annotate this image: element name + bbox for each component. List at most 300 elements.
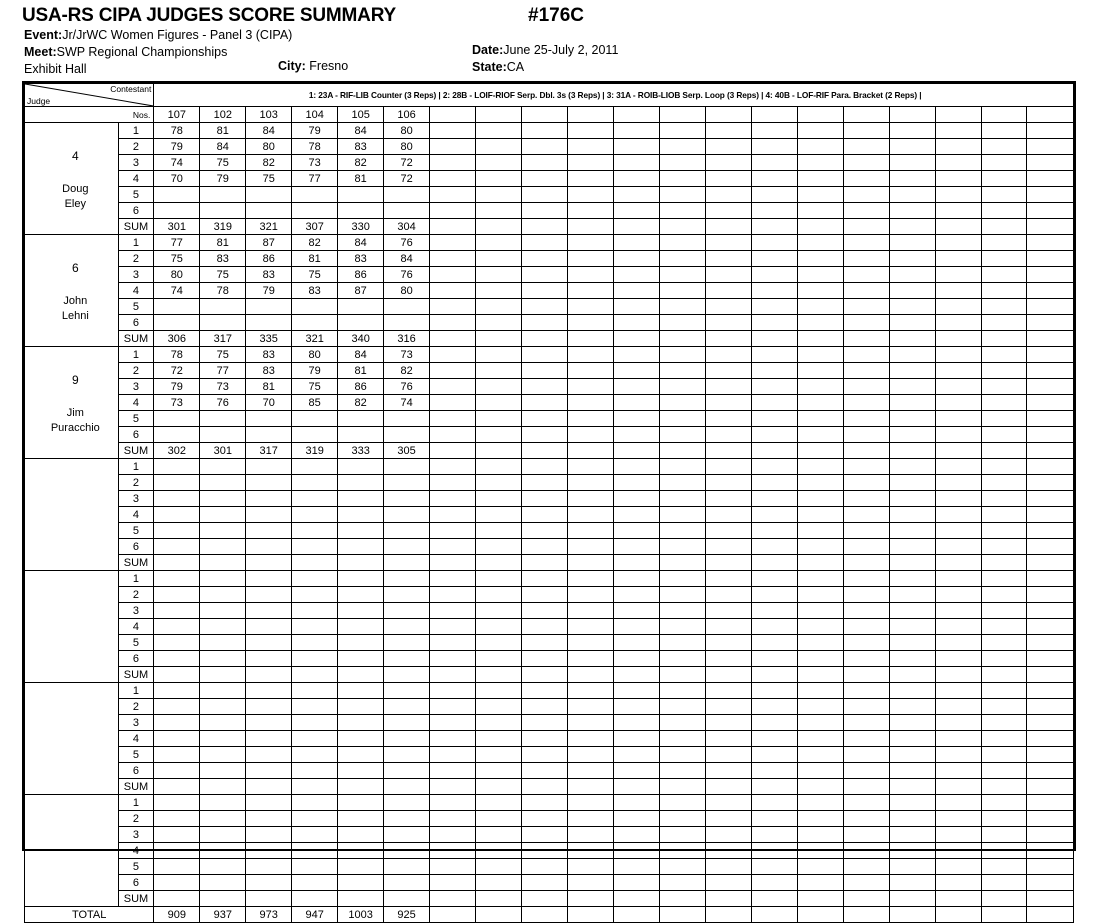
score-cell[interactable] bbox=[154, 651, 200, 667]
score-cell-empty[interactable] bbox=[430, 155, 476, 171]
score-cell-empty[interactable] bbox=[797, 235, 843, 251]
score-cell-empty[interactable] bbox=[430, 747, 476, 763]
score-cell-empty[interactable] bbox=[705, 363, 751, 379]
score-cell-empty[interactable] bbox=[935, 299, 981, 315]
score-cell-empty[interactable] bbox=[659, 635, 705, 651]
score-cell-empty[interactable] bbox=[613, 347, 659, 363]
score-cell[interactable] bbox=[384, 523, 430, 539]
score-cell-empty[interactable] bbox=[430, 683, 476, 699]
score-cell-empty[interactable] bbox=[981, 539, 1027, 555]
score-cell[interactable] bbox=[246, 475, 292, 491]
score-cell-empty[interactable] bbox=[1027, 299, 1074, 315]
score-cell-empty[interactable] bbox=[751, 507, 797, 523]
score-cell[interactable] bbox=[384, 203, 430, 219]
score-cell-empty[interactable] bbox=[521, 491, 567, 507]
score-cell-empty[interactable] bbox=[797, 651, 843, 667]
score-cell[interactable] bbox=[292, 603, 338, 619]
score-cell-empty[interactable] bbox=[751, 859, 797, 875]
score-cell-empty[interactable] bbox=[843, 875, 889, 891]
score-cell-empty[interactable] bbox=[935, 603, 981, 619]
score-cell-empty[interactable] bbox=[659, 827, 705, 843]
score-cell[interactable] bbox=[384, 299, 430, 315]
score-cell-empty[interactable] bbox=[521, 123, 567, 139]
score-cell-empty[interactable] bbox=[476, 139, 522, 155]
score-cell-empty[interactable] bbox=[981, 619, 1027, 635]
score-cell-empty[interactable] bbox=[659, 171, 705, 187]
score-cell-empty[interactable] bbox=[705, 619, 751, 635]
score-cell[interactable]: 84 bbox=[338, 123, 384, 139]
score-cell[interactable] bbox=[246, 539, 292, 555]
score-cell[interactable]: 86 bbox=[338, 267, 384, 283]
score-cell[interactable]: 82 bbox=[384, 363, 430, 379]
score-cell-empty[interactable] bbox=[843, 251, 889, 267]
score-cell-empty[interactable] bbox=[843, 363, 889, 379]
score-cell-empty[interactable] bbox=[751, 651, 797, 667]
score-cell[interactable]: 77 bbox=[200, 363, 246, 379]
score-cell-empty[interactable] bbox=[613, 635, 659, 651]
score-cell[interactable] bbox=[338, 795, 384, 811]
score-cell[interactable] bbox=[246, 635, 292, 651]
score-cell-empty[interactable] bbox=[567, 843, 613, 859]
score-cell[interactable] bbox=[384, 683, 430, 699]
score-cell[interactable] bbox=[246, 459, 292, 475]
score-cell-empty[interactable] bbox=[521, 859, 567, 875]
score-cell[interactable] bbox=[246, 203, 292, 219]
score-cell[interactable]: 76 bbox=[384, 235, 430, 251]
score-cell[interactable]: 79 bbox=[292, 363, 338, 379]
score-cell-empty[interactable] bbox=[1027, 347, 1074, 363]
score-cell-empty[interactable] bbox=[430, 699, 476, 715]
score-cell[interactable] bbox=[246, 619, 292, 635]
score-cell-empty[interactable] bbox=[843, 523, 889, 539]
score-cell[interactable] bbox=[200, 411, 246, 427]
score-cell-empty[interactable] bbox=[705, 795, 751, 811]
score-cell-empty[interactable] bbox=[430, 651, 476, 667]
score-cell-empty[interactable] bbox=[935, 283, 981, 299]
score-cell-empty[interactable] bbox=[430, 715, 476, 731]
score-cell[interactable]: 80 bbox=[384, 123, 430, 139]
score-cell-empty[interactable] bbox=[751, 139, 797, 155]
score-cell-empty[interactable] bbox=[567, 683, 613, 699]
score-cell-empty[interactable] bbox=[843, 683, 889, 699]
score-cell-empty[interactable] bbox=[981, 763, 1027, 779]
score-cell-empty[interactable] bbox=[935, 747, 981, 763]
score-cell-empty[interactable] bbox=[751, 283, 797, 299]
score-cell-empty[interactable] bbox=[521, 699, 567, 715]
score-cell-empty[interactable] bbox=[613, 715, 659, 731]
score-cell-empty[interactable] bbox=[981, 827, 1027, 843]
score-cell[interactable]: 79 bbox=[154, 139, 200, 155]
score-cell-empty[interactable] bbox=[1027, 635, 1074, 651]
score-cell-empty[interactable] bbox=[981, 603, 1027, 619]
score-cell-empty[interactable] bbox=[1027, 459, 1074, 475]
score-cell[interactable]: 84 bbox=[200, 139, 246, 155]
score-cell-empty[interactable] bbox=[659, 875, 705, 891]
score-cell-empty[interactable] bbox=[476, 299, 522, 315]
score-cell-empty[interactable] bbox=[613, 171, 659, 187]
score-cell[interactable] bbox=[338, 507, 384, 523]
score-cell-empty[interactable] bbox=[889, 123, 935, 139]
score-cell-empty[interactable] bbox=[567, 459, 613, 475]
score-cell-empty[interactable] bbox=[613, 203, 659, 219]
score-cell[interactable] bbox=[292, 651, 338, 667]
score-cell-empty[interactable] bbox=[613, 411, 659, 427]
score-cell-empty[interactable] bbox=[613, 235, 659, 251]
score-cell-empty[interactable] bbox=[843, 459, 889, 475]
score-cell[interactable]: 83 bbox=[246, 363, 292, 379]
score-cell-empty[interactable] bbox=[659, 523, 705, 539]
score-cell[interactable] bbox=[292, 587, 338, 603]
score-cell-empty[interactable] bbox=[935, 795, 981, 811]
score-cell[interactable] bbox=[292, 491, 338, 507]
score-cell-empty[interactable] bbox=[981, 123, 1027, 139]
score-cell-empty[interactable] bbox=[659, 267, 705, 283]
score-cell-empty[interactable] bbox=[521, 827, 567, 843]
score-cell-empty[interactable] bbox=[613, 123, 659, 139]
score-cell-empty[interactable] bbox=[843, 587, 889, 603]
score-cell-empty[interactable] bbox=[1027, 507, 1074, 523]
score-cell-empty[interactable] bbox=[705, 315, 751, 331]
score-cell[interactable] bbox=[338, 731, 384, 747]
score-cell-empty[interactable] bbox=[430, 299, 476, 315]
score-cell-empty[interactable] bbox=[567, 827, 613, 843]
score-cell-empty[interactable] bbox=[843, 859, 889, 875]
score-cell[interactable] bbox=[292, 203, 338, 219]
score-cell[interactable]: 79 bbox=[292, 123, 338, 139]
score-cell[interactable] bbox=[154, 603, 200, 619]
score-cell-empty[interactable] bbox=[521, 603, 567, 619]
score-cell-empty[interactable] bbox=[430, 539, 476, 555]
score-cell-empty[interactable] bbox=[521, 171, 567, 187]
score-cell-empty[interactable] bbox=[889, 507, 935, 523]
score-cell-empty[interactable] bbox=[797, 747, 843, 763]
score-cell-empty[interactable] bbox=[613, 363, 659, 379]
score-cell[interactable] bbox=[154, 411, 200, 427]
score-cell-empty[interactable] bbox=[476, 347, 522, 363]
score-cell-empty[interactable] bbox=[797, 491, 843, 507]
score-cell-empty[interactable] bbox=[430, 635, 476, 651]
score-cell-empty[interactable] bbox=[843, 699, 889, 715]
score-cell[interactable] bbox=[338, 571, 384, 587]
score-cell-empty[interactable] bbox=[476, 875, 522, 891]
score-cell-empty[interactable] bbox=[889, 347, 935, 363]
score-cell-empty[interactable] bbox=[935, 171, 981, 187]
score-cell[interactable] bbox=[292, 571, 338, 587]
score-cell-empty[interactable] bbox=[521, 235, 567, 251]
score-cell-empty[interactable] bbox=[705, 539, 751, 555]
score-cell-empty[interactable] bbox=[843, 827, 889, 843]
score-cell[interactable] bbox=[200, 187, 246, 203]
score-cell-empty[interactable] bbox=[567, 507, 613, 523]
score-cell-empty[interactable] bbox=[476, 283, 522, 299]
score-cell[interactable] bbox=[292, 411, 338, 427]
score-cell[interactable]: 79 bbox=[154, 379, 200, 395]
score-cell-empty[interactable] bbox=[613, 603, 659, 619]
score-cell-empty[interactable] bbox=[613, 283, 659, 299]
score-cell[interactable] bbox=[338, 859, 384, 875]
score-cell-empty[interactable] bbox=[613, 651, 659, 667]
score-cell[interactable] bbox=[384, 411, 430, 427]
score-cell-empty[interactable] bbox=[430, 379, 476, 395]
score-cell[interactable]: 84 bbox=[246, 123, 292, 139]
score-cell[interactable] bbox=[292, 859, 338, 875]
score-cell-empty[interactable] bbox=[705, 571, 751, 587]
score-cell[interactable]: 78 bbox=[154, 123, 200, 139]
score-cell-empty[interactable] bbox=[1027, 859, 1074, 875]
score-cell-empty[interactable] bbox=[935, 395, 981, 411]
score-cell-empty[interactable] bbox=[843, 267, 889, 283]
score-cell[interactable] bbox=[200, 747, 246, 763]
score-cell[interactable] bbox=[246, 699, 292, 715]
score-cell-empty[interactable] bbox=[567, 747, 613, 763]
score-cell-empty[interactable] bbox=[797, 363, 843, 379]
score-cell-empty[interactable] bbox=[981, 731, 1027, 747]
score-cell-empty[interactable] bbox=[567, 651, 613, 667]
score-cell-empty[interactable] bbox=[659, 619, 705, 635]
score-cell-empty[interactable] bbox=[751, 203, 797, 219]
score-cell-empty[interactable] bbox=[889, 363, 935, 379]
score-cell-empty[interactable] bbox=[659, 315, 705, 331]
score-cell-empty[interactable] bbox=[935, 251, 981, 267]
score-cell[interactable] bbox=[246, 507, 292, 523]
score-cell[interactable] bbox=[338, 619, 384, 635]
score-cell[interactable]: 75 bbox=[200, 155, 246, 171]
score-cell-empty[interactable] bbox=[659, 731, 705, 747]
score-cell-empty[interactable] bbox=[843, 603, 889, 619]
score-cell-empty[interactable] bbox=[430, 507, 476, 523]
score-cell-empty[interactable] bbox=[476, 827, 522, 843]
score-cell-empty[interactable] bbox=[843, 379, 889, 395]
score-cell[interactable] bbox=[292, 427, 338, 443]
score-cell-empty[interactable] bbox=[751, 347, 797, 363]
score-cell-empty[interactable] bbox=[843, 795, 889, 811]
score-cell[interactable]: 83 bbox=[246, 347, 292, 363]
score-cell-empty[interactable] bbox=[705, 811, 751, 827]
score-cell[interactable] bbox=[292, 315, 338, 331]
score-cell-empty[interactable] bbox=[521, 875, 567, 891]
score-cell[interactable]: 75 bbox=[292, 267, 338, 283]
score-cell-empty[interactable] bbox=[935, 379, 981, 395]
score-cell-empty[interactable] bbox=[567, 795, 613, 811]
score-cell-empty[interactable] bbox=[430, 203, 476, 219]
score-cell-empty[interactable] bbox=[751, 491, 797, 507]
score-cell[interactable] bbox=[246, 715, 292, 731]
score-cell-empty[interactable] bbox=[430, 171, 476, 187]
score-cell-empty[interactable] bbox=[613, 539, 659, 555]
score-cell-empty[interactable] bbox=[613, 459, 659, 475]
score-cell-empty[interactable] bbox=[567, 267, 613, 283]
score-cell[interactable] bbox=[338, 635, 384, 651]
score-cell-empty[interactable] bbox=[567, 763, 613, 779]
score-cell-empty[interactable] bbox=[521, 651, 567, 667]
score-cell-empty[interactable] bbox=[751, 475, 797, 491]
score-cell-empty[interactable] bbox=[1027, 731, 1074, 747]
score-cell-empty[interactable] bbox=[889, 539, 935, 555]
score-cell-empty[interactable] bbox=[659, 715, 705, 731]
score-cell-empty[interactable] bbox=[797, 731, 843, 747]
score-cell[interactable] bbox=[384, 699, 430, 715]
score-cell-empty[interactable] bbox=[1027, 827, 1074, 843]
score-cell[interactable] bbox=[154, 827, 200, 843]
score-cell-empty[interactable] bbox=[521, 459, 567, 475]
score-cell[interactable]: 73 bbox=[154, 395, 200, 411]
score-cell-empty[interactable] bbox=[1027, 523, 1074, 539]
score-cell-empty[interactable] bbox=[521, 731, 567, 747]
score-cell[interactable]: 75 bbox=[200, 267, 246, 283]
score-cell[interactable] bbox=[200, 507, 246, 523]
score-cell[interactable] bbox=[154, 491, 200, 507]
score-cell-empty[interactable] bbox=[613, 875, 659, 891]
score-cell-empty[interactable] bbox=[889, 491, 935, 507]
score-cell-empty[interactable] bbox=[1027, 251, 1074, 267]
score-cell[interactable] bbox=[384, 427, 430, 443]
score-cell[interactable] bbox=[338, 187, 384, 203]
score-cell[interactable] bbox=[200, 203, 246, 219]
score-cell-empty[interactable] bbox=[659, 763, 705, 779]
score-cell-empty[interactable] bbox=[567, 363, 613, 379]
score-cell-empty[interactable] bbox=[567, 411, 613, 427]
score-cell-empty[interactable] bbox=[797, 187, 843, 203]
score-cell-empty[interactable] bbox=[751, 731, 797, 747]
score-cell-empty[interactable] bbox=[797, 283, 843, 299]
score-cell[interactable] bbox=[384, 715, 430, 731]
score-cell[interactable] bbox=[200, 427, 246, 443]
score-cell-empty[interactable] bbox=[521, 747, 567, 763]
score-cell-empty[interactable] bbox=[521, 363, 567, 379]
score-cell-empty[interactable] bbox=[889, 587, 935, 603]
score-cell-empty[interactable] bbox=[797, 811, 843, 827]
score-cell-empty[interactable] bbox=[430, 315, 476, 331]
score-cell[interactable] bbox=[338, 699, 384, 715]
score-cell-empty[interactable] bbox=[705, 731, 751, 747]
score-cell[interactable] bbox=[154, 715, 200, 731]
score-cell-empty[interactable] bbox=[843, 731, 889, 747]
score-cell[interactable] bbox=[292, 683, 338, 699]
score-cell-empty[interactable] bbox=[935, 651, 981, 667]
score-cell-empty[interactable] bbox=[521, 251, 567, 267]
score-cell-empty[interactable] bbox=[613, 155, 659, 171]
score-cell-empty[interactable] bbox=[567, 299, 613, 315]
score-cell-empty[interactable] bbox=[1027, 395, 1074, 411]
score-cell[interactable] bbox=[384, 619, 430, 635]
score-cell[interactable]: 72 bbox=[384, 155, 430, 171]
score-cell-empty[interactable] bbox=[1027, 171, 1074, 187]
score-cell[interactable] bbox=[338, 875, 384, 891]
score-cell-empty[interactable] bbox=[981, 811, 1027, 827]
score-cell-empty[interactable] bbox=[705, 747, 751, 763]
score-cell-empty[interactable] bbox=[935, 731, 981, 747]
score-cell[interactable] bbox=[384, 747, 430, 763]
score-cell-empty[interactable] bbox=[751, 827, 797, 843]
score-cell-empty[interactable] bbox=[659, 507, 705, 523]
score-cell-empty[interactable] bbox=[935, 715, 981, 731]
score-cell[interactable]: 75 bbox=[154, 251, 200, 267]
score-cell[interactable] bbox=[246, 411, 292, 427]
score-cell-empty[interactable] bbox=[705, 459, 751, 475]
score-cell[interactable]: 74 bbox=[384, 395, 430, 411]
score-cell-empty[interactable] bbox=[1027, 491, 1074, 507]
score-cell-empty[interactable] bbox=[705, 475, 751, 491]
score-cell[interactable] bbox=[246, 859, 292, 875]
score-cell-empty[interactable] bbox=[889, 875, 935, 891]
score-cell-empty[interactable] bbox=[659, 699, 705, 715]
score-cell-empty[interactable] bbox=[751, 715, 797, 731]
score-cell-empty[interactable] bbox=[797, 571, 843, 587]
score-cell[interactable] bbox=[154, 747, 200, 763]
score-cell-empty[interactable] bbox=[981, 139, 1027, 155]
score-cell-empty[interactable] bbox=[843, 843, 889, 859]
score-cell[interactable]: 74 bbox=[154, 155, 200, 171]
score-cell[interactable] bbox=[154, 571, 200, 587]
score-cell[interactable] bbox=[200, 491, 246, 507]
score-cell-empty[interactable] bbox=[567, 315, 613, 331]
score-cell-empty[interactable] bbox=[935, 459, 981, 475]
score-cell-empty[interactable] bbox=[1027, 795, 1074, 811]
score-cell-empty[interactable] bbox=[476, 123, 522, 139]
score-cell-empty[interactable] bbox=[430, 827, 476, 843]
score-cell[interactable] bbox=[246, 827, 292, 843]
score-cell[interactable] bbox=[154, 619, 200, 635]
score-cell-empty[interactable] bbox=[981, 251, 1027, 267]
score-cell-empty[interactable] bbox=[705, 427, 751, 443]
score-cell[interactable] bbox=[154, 507, 200, 523]
score-cell-empty[interactable] bbox=[430, 411, 476, 427]
score-cell-empty[interactable] bbox=[935, 411, 981, 427]
score-cell-empty[interactable] bbox=[843, 635, 889, 651]
score-cell[interactable]: 86 bbox=[338, 379, 384, 395]
score-cell-empty[interactable] bbox=[430, 843, 476, 859]
score-cell[interactable] bbox=[200, 731, 246, 747]
score-cell[interactable] bbox=[246, 747, 292, 763]
score-cell-empty[interactable] bbox=[751, 587, 797, 603]
score-cell-empty[interactable] bbox=[521, 715, 567, 731]
score-cell-empty[interactable] bbox=[705, 395, 751, 411]
score-cell-empty[interactable] bbox=[889, 619, 935, 635]
score-cell[interactable] bbox=[338, 811, 384, 827]
score-cell[interactable] bbox=[154, 315, 200, 331]
score-cell[interactable] bbox=[384, 571, 430, 587]
score-cell-empty[interactable] bbox=[751, 699, 797, 715]
score-cell-empty[interactable] bbox=[797, 267, 843, 283]
score-cell-empty[interactable] bbox=[521, 811, 567, 827]
score-cell[interactable] bbox=[154, 843, 200, 859]
score-cell-empty[interactable] bbox=[843, 235, 889, 251]
score-cell-empty[interactable] bbox=[935, 571, 981, 587]
score-cell-empty[interactable] bbox=[567, 251, 613, 267]
score-cell-empty[interactable] bbox=[797, 635, 843, 651]
score-cell-empty[interactable] bbox=[476, 203, 522, 219]
score-cell-empty[interactable] bbox=[567, 395, 613, 411]
score-cell-empty[interactable] bbox=[476, 843, 522, 859]
score-cell-empty[interactable] bbox=[613, 507, 659, 523]
score-cell-empty[interactable] bbox=[935, 539, 981, 555]
score-cell-empty[interactable] bbox=[659, 747, 705, 763]
score-cell-empty[interactable] bbox=[981, 651, 1027, 667]
score-cell-empty[interactable] bbox=[659, 123, 705, 139]
score-cell[interactable]: 83 bbox=[246, 267, 292, 283]
score-cell-empty[interactable] bbox=[797, 843, 843, 859]
score-cell[interactable] bbox=[338, 843, 384, 859]
score-cell-empty[interactable] bbox=[935, 843, 981, 859]
score-cell[interactable]: 84 bbox=[338, 347, 384, 363]
score-cell[interactable]: 78 bbox=[154, 347, 200, 363]
score-cell-empty[interactable] bbox=[567, 587, 613, 603]
score-cell-empty[interactable] bbox=[889, 523, 935, 539]
score-cell-empty[interactable] bbox=[567, 475, 613, 491]
score-cell-empty[interactable] bbox=[705, 235, 751, 251]
score-cell-empty[interactable] bbox=[659, 283, 705, 299]
score-cell-empty[interactable] bbox=[476, 619, 522, 635]
